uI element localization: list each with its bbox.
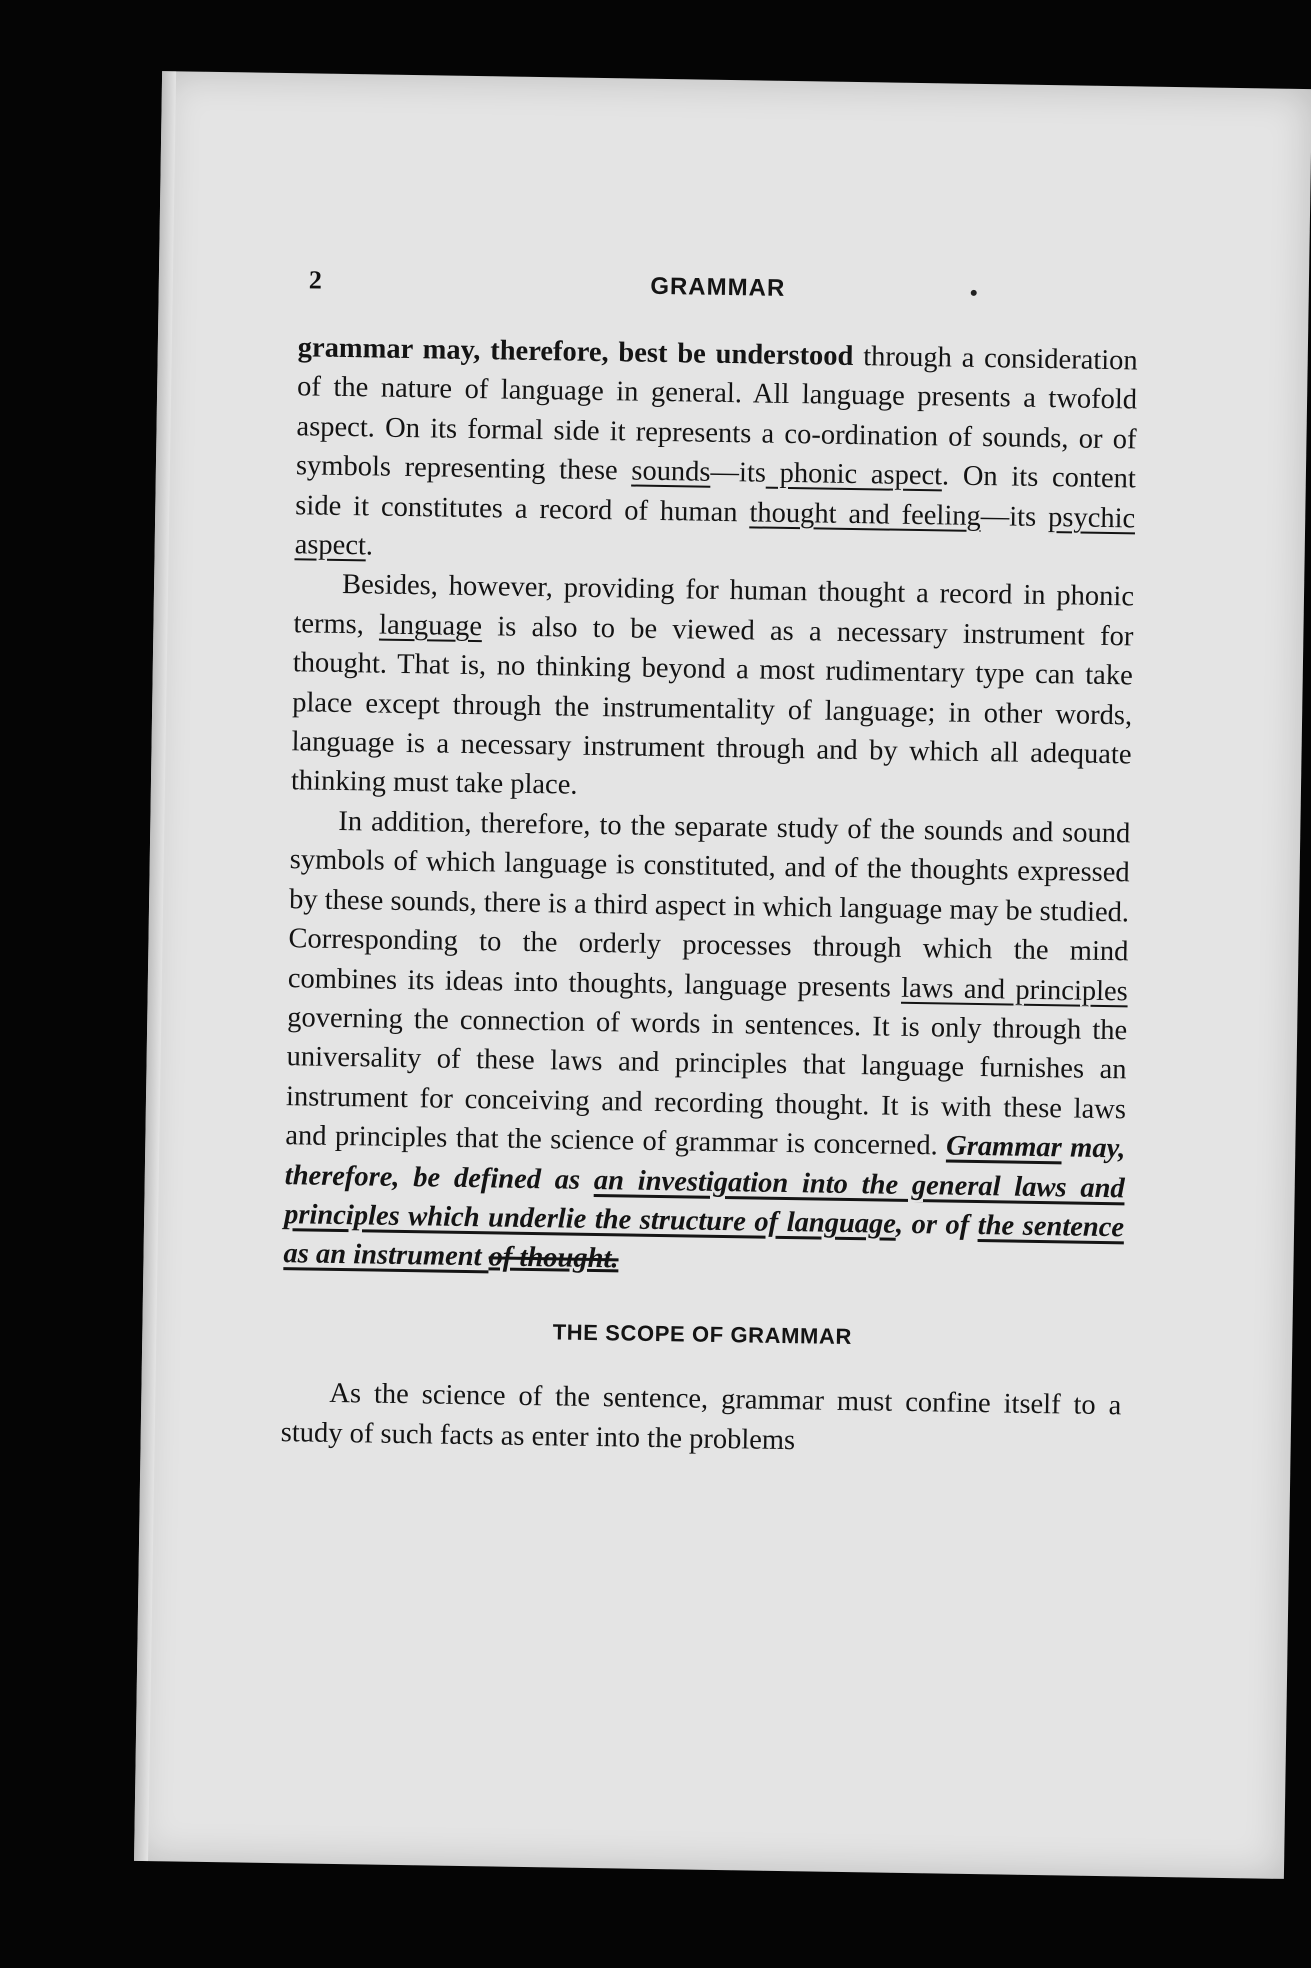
paragraph-2 <box>291 565 1135 815</box>
underlined-phrase: thought and feeling <box>749 496 981 532</box>
page-body <box>280 328 1138 1465</box>
struck-text: of thought. <box>488 1241 619 1275</box>
definition-term: Grammar <box>945 1130 1062 1164</box>
paragraph-4 <box>280 1373 1121 1465</box>
page-number: 2 <box>308 265 323 295</box>
paragraph-3 <box>283 801 1130 1287</box>
underlined-phrase: language <box>378 609 483 643</box>
text-run: through a consideration of the nature of language in general. All language presents a twofold aspect. On its formal side it represents a co-ordination of sounds, or of symbols representing these <box>295 340 1138 487</box>
underlined-phrase: phonic aspect <box>765 457 943 492</box>
definition-text: an investigation into the general laws and principles which underlie the structure of language <box>283 1164 1125 1240</box>
page-header <box>308 265 1127 322</box>
text-run: Besides, however, providing for human thought a record in phonic terms, <box>293 569 1135 641</box>
paragraph-1 <box>294 328 1138 578</box>
text-run: is also to be viewed as a necessary instrument for thought. That is, no thinking beyond a most rudimentary type can take place except through the instrumentality of language; in other words, language is a necessary instrument through and by which all adequate thinking must take place. <box>290 611 1134 802</box>
bold-lead: grammar may, therefore, best be understood <box>297 332 854 372</box>
definition-text: the sentence as an instrument <box>283 1209 1125 1273</box>
text-run: —its <box>980 500 1049 533</box>
section-heading: THE SCOPE OF GRAMMAR <box>552 1319 853 1349</box>
definition-text: , or of <box>895 1208 979 1241</box>
text-run: . <box>365 530 374 562</box>
underlined-phrase: psychic aspect <box>294 501 1136 562</box>
text-run: . On its content side it constitutes a record of human <box>295 460 1137 528</box>
underlined-phrase: sounds <box>631 455 711 488</box>
book-page <box>134 71 1311 1879</box>
definition-text: may, therefore, be defined as <box>284 1132 1126 1196</box>
text-run: governing the connection of words in sentences. It is only through the universality of these laws and principles that language furnishes an instrument for conceiving and recording thought. It is with these laws and principles that the science of grammar is concerned. <box>285 1002 1128 1162</box>
running-head: GRAMMAR <box>650 272 786 302</box>
text-run: In addition, therefore, to the separate study of the sounds and sound symbols of which language is constituted, and of the thoughts expressed by these sounds, there is a third aspect in which language may be studied. Corresponding to the orderly processes through which the mind combines its ideas into thoughts, language presents <box>287 805 1131 1004</box>
text-run: —its <box>710 456 767 489</box>
header-dot <box>971 290 977 296</box>
text-run: As the science of the sentence, grammar must confine itself to a study of such facts as enter into the problems <box>280 1378 1122 1456</box>
underlined-phrase: laws and principles <box>900 972 1129 1007</box>
